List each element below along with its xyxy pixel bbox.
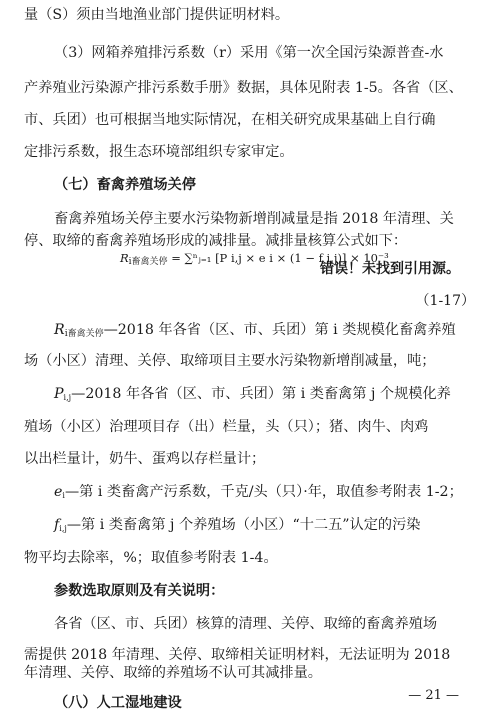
var-p-sub: i,j (63, 393, 72, 402)
section-heading (0, 582, 497, 600)
paragraph-line (0, 6, 497, 24)
text-line: 需提供 2018 年清理、关停、取缔相关证明材料，无法证明为 2018 (24, 647, 451, 663)
paragraph-line (0, 210, 497, 228)
paragraph-line (0, 450, 497, 468)
paragraph-line (0, 232, 497, 250)
equation-number: （1-17） (415, 293, 475, 309)
paragraph-line (0, 615, 497, 633)
text-line: 量（S）须由当地渔业部门提供证明材料。 (24, 7, 290, 23)
text-line: —2018 年各省（区、市、兵团）第 i 类畜禽第 j 个规模化养 (71, 386, 451, 402)
formula-var-r-sub: i畜禽关停 (128, 257, 168, 267)
text-line: 场（小区）清理、关停、取缔项目主要水污染物新增削减量，吨； (24, 353, 436, 369)
var-e: e (54, 484, 63, 500)
paragraph-line (0, 352, 497, 370)
text-line: 年清理、关停、取缔的养殖场不认可其减排量。 (24, 665, 322, 681)
heading-text: 参数选取原则及有关说明： (54, 583, 225, 599)
text-line: 产养殖业污染源产排污系数手册》数据，具体见附表 1-5。各省（区、 (24, 80, 463, 96)
paragraph-line (0, 418, 497, 436)
paragraph-line (0, 646, 497, 664)
definition-line (0, 516, 497, 538)
definition-line (0, 321, 497, 343)
text-line: 物平均去除率，%；取值参考附表 1-4。 (24, 550, 278, 566)
text-line: 以出栏量计，奶牛、蛋鸡以存栏量计； (24, 451, 266, 467)
var-f-sub: i,j (59, 524, 67, 533)
paragraph-line (0, 44, 497, 62)
heading-text: （八）人工湿地建设 (54, 695, 182, 711)
var-r: R (54, 322, 65, 338)
text-line: —第 i 类畜禽产污系数，千克/头（只）·年，取值参考附表 1-2； (64, 484, 463, 500)
paragraph-line (0, 79, 497, 97)
text-line: （3）网箱养殖排污系数（r）采用《第一次全国污染源普查-水 (54, 45, 444, 61)
paragraph-line (0, 549, 497, 567)
paragraph-line (0, 664, 497, 682)
var-f: f (54, 517, 60, 533)
text-line: 定排污系数，报生态环境部组织专家审定。 (24, 144, 294, 160)
formula-body: = ∑ⁿⱼ₌₁ [P i,j × e i × (1 − f i,j)] × 10⁻³ (171, 251, 389, 265)
var-p: P (54, 386, 64, 402)
text-line: —第 i 类畜禽第 j 个养殖场（小区）“十二五”认定的污染 (66, 517, 421, 533)
formula-var-r: R (120, 251, 129, 265)
text-line: —2018 年各省（区、市、兵团）第 i 类规模化畜禽养殖 (103, 322, 456, 338)
text-line: 停、取缔的畜禽养殖场形成的减排量。减排量核算公式如下： (24, 233, 408, 249)
text-line: 畜禽养殖场关停主要水污染物新增削减量是指 2018 年清理、关 (54, 211, 454, 227)
paragraph-line (0, 111, 497, 129)
text-line: 各省（区、市、兵团）核算的清理、关停、取缔的畜禽养殖场 (54, 616, 438, 632)
paragraph-line (0, 143, 497, 161)
page-number: — 21 — (408, 688, 459, 703)
var-e-sub: i (62, 491, 65, 500)
definition-line (0, 483, 497, 505)
heading-text: （七）畜禽养殖场关停 (54, 177, 196, 193)
section-heading (0, 176, 497, 194)
definition-line (0, 385, 497, 407)
error-text: 错误！未找到引用源。 (320, 261, 460, 277)
text-line: 殖场（小区）治理项目存（出）栏量，头（只）；猪、肉牛、肉鸡 (24, 419, 429, 435)
var-r-sub: i畜禽关停 (64, 329, 104, 339)
text-line: 市、兵团）也可根据当地实际情况，在相关研究成果基础上自行确 (24, 112, 436, 128)
